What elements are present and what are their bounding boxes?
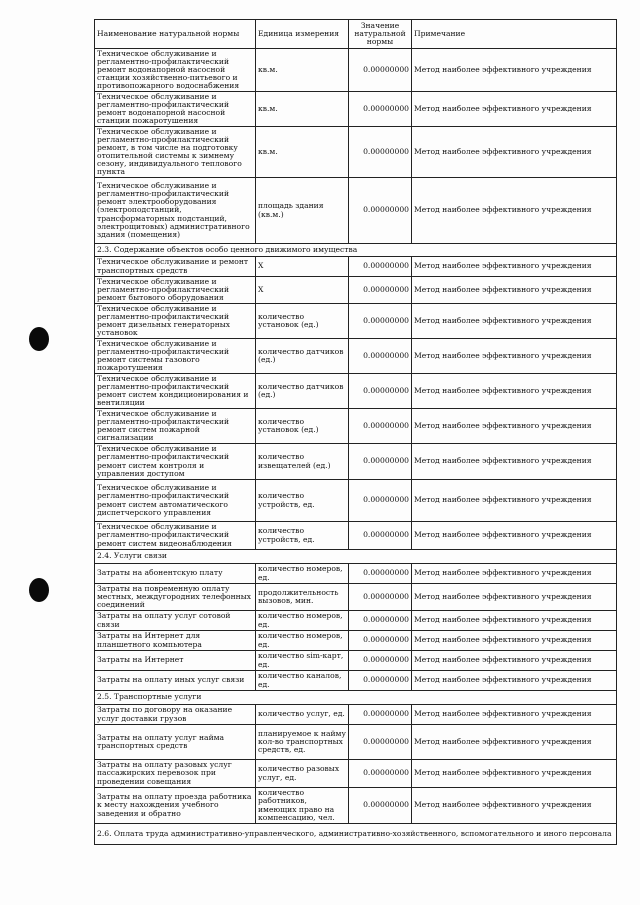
cell-value: 0.00000000 <box>349 584 412 611</box>
section-title: 2.5. Транспортные услуги <box>95 691 617 705</box>
cell-unit: количество устройств, ед. <box>256 522 349 550</box>
cell-value: 0.00000000 <box>349 725 412 760</box>
cell-unit: продолжительность вызовов, мин. <box>256 584 349 611</box>
cell-note: Метод наиболее эффективного учреждения <box>412 564 617 584</box>
cell-note: Метод наиболее эффективного учреждения <box>412 788 617 824</box>
cell-note: Метод наиболее эффективного учреждения <box>412 339 617 374</box>
cell-unit: количество устройств, ед. <box>256 480 349 522</box>
header-norm-name: Наименование натуральной нормы <box>95 20 256 49</box>
table-row <box>95 788 617 824</box>
cell-norm-name: Затраты на повременную оплату местных, междугородних телефонных соединений <box>95 584 256 611</box>
cell-norm-name: Затраты на Интернет для планшетного компьютера <box>95 631 256 651</box>
cell-unit: количество работников, имеющих право на компенсацию, чел. <box>256 788 349 824</box>
cell-note: Метод наиболее эффективного учреждения <box>412 651 617 671</box>
cell-value: 0.00000000 <box>349 277 412 304</box>
cell-note: Метод наиболее эффективного учреждения <box>412 631 617 651</box>
cell-value: 0.00000000 <box>349 257 412 277</box>
cell-unit: количество разовых услуг, ед. <box>256 760 349 788</box>
cell-norm-name: Техническое обслуживание и регламентно-профилактический ремонт систем автоматического диспетчерского управления <box>95 480 256 522</box>
cell-value: 0.00000000 <box>349 480 412 522</box>
cell-unit: X <box>256 257 349 277</box>
cell-unit: количество извещателей (ед.) <box>256 444 349 480</box>
cell-note: Метод наиболее эффективного учреждения <box>412 725 617 760</box>
cell-value: 0.00000000 <box>349 788 412 824</box>
table-row <box>95 409 617 444</box>
cell-norm-name: Техническое обслуживание и регламентно-профилактический ремонт, в том числе на подготовку отопительной системы к зимнему сезону, индивидуального теплового пункта <box>95 127 256 178</box>
cell-unit: кв.м. <box>256 49 349 92</box>
cell-norm-name: Техническое обслуживание и регламентно-профилактический ремонт бытового оборудования <box>95 277 256 304</box>
cell-value: 0.00000000 <box>349 374 412 409</box>
cell-value: 0.00000000 <box>349 671 412 691</box>
section-title: 2.6. Оплата труда административно-управленческого, административно-хозяйственного, вспомогательного и иного персонала <box>95 824 617 845</box>
cell-norm-name: Затраты по договору на оказание услуг доставки грузов <box>95 705 256 725</box>
cell-note: Метод наиболее эффективного учреждения <box>412 584 617 611</box>
table-row <box>95 480 617 522</box>
table-row <box>95 127 617 178</box>
cell-unit: количество sim-карт, ед. <box>256 651 349 671</box>
cell-note: Метод наиболее эффективного учреждения <box>412 374 617 409</box>
table-row <box>95 725 617 760</box>
table-row <box>95 705 617 725</box>
table-row <box>95 49 617 92</box>
cell-note: Метод наиболее эффективного учреждения <box>412 127 617 178</box>
table-body <box>95 49 617 845</box>
table-row <box>95 584 617 611</box>
cell-note: Метод наиболее эффективного учреждения <box>412 409 617 444</box>
cell-norm-name: Техническое обслуживание и регламентно-профилактический ремонт системы газового пожаротушения <box>95 339 256 374</box>
section-title: 2.3. Содержание объектов особо ценного движимого имущества <box>95 244 617 257</box>
cell-norm-name: Техническое обслуживание и регламентно-профилактический ремонт систем видеонаблюдения <box>95 522 256 550</box>
cell-note: Метод наиболее эффективного учреждения <box>412 304 617 339</box>
cell-norm-name: Затраты на оплату иных услуг связи <box>95 671 256 691</box>
table-row <box>95 522 617 550</box>
cell-unit: кв.м. <box>256 92 349 127</box>
cell-note: Метод наиболее эффективного учреждения <box>412 671 617 691</box>
cell-value: 0.00000000 <box>349 92 412 127</box>
cell-note: Метод наиболее эффективного учреждения <box>412 522 617 550</box>
table-header-row <box>95 20 617 49</box>
cell-unit: количество установок (ед.) <box>256 304 349 339</box>
table-row <box>95 178 617 244</box>
section-row <box>95 824 617 845</box>
section-row <box>95 244 617 257</box>
cell-note: Метод наиболее эффективного учреждения <box>412 705 617 725</box>
cell-unit: кв.м. <box>256 127 349 178</box>
cell-unit: планируемое к найму кол-во транспортных средств, ед. <box>256 725 349 760</box>
cell-unit: площадь здания (кв.м.) <box>256 178 349 244</box>
punch-hole-mark <box>29 578 49 602</box>
cell-value: 0.00000000 <box>349 339 412 374</box>
norms-table <box>94 19 617 845</box>
cell-norm-name: Затраты на оплату услуг найма транспортных средств <box>95 725 256 760</box>
cell-norm-name: Техническое обслуживание и регламентно-профилактический ремонт водонапорной насосной станции пожаротушения <box>95 92 256 127</box>
cell-norm-name: Техническое обслуживание и регламентно-профилактический ремонт систем контроля и управления доступом <box>95 444 256 480</box>
cell-norm-name: Техническое обслуживание и регламентно-профилактический ремонт водонапорной насосной станции хозяйственно-питьевого и противопожарного водоснабжения <box>95 49 256 92</box>
cell-value: 0.00000000 <box>349 304 412 339</box>
cell-value: 0.00000000 <box>349 444 412 480</box>
header-norm-value: Значение натуральной нормы <box>349 20 412 49</box>
section-row <box>95 550 617 564</box>
cell-value: 0.00000000 <box>349 127 412 178</box>
cell-norm-name: Затраты на оплату разовых услуг пассажирских перевозок при проведении совещания <box>95 760 256 788</box>
cell-value: 0.00000000 <box>349 564 412 584</box>
table-row <box>95 611 617 631</box>
section-title: 2.4. Услуги связи <box>95 550 617 564</box>
cell-note: Метод наиболее эффективного учреждения <box>412 277 617 304</box>
table-row <box>95 339 617 374</box>
punch-hole-mark <box>29 327 49 351</box>
cell-note: Метод наиболее эффективного учреждения <box>412 444 617 480</box>
table-row <box>95 651 617 671</box>
cell-norm-name: Техническое обслуживание и регламентно-профилактический ремонт систем пожарной сигнализации <box>95 409 256 444</box>
table-row <box>95 374 617 409</box>
cell-value: 0.00000000 <box>349 409 412 444</box>
cell-note: Метод наиболее эффективного учреждения <box>412 611 617 631</box>
table-row <box>95 671 617 691</box>
header-unit: Единица измерения <box>256 20 349 49</box>
cell-norm-name: Техническое обслуживание и регламентно-профилактический ремонт электрооборудования (электроподстанций, трансформаторных подстанций, электрощитовых) административного здания (помещения) <box>95 178 256 244</box>
cell-unit: X <box>256 277 349 304</box>
table-row <box>95 92 617 127</box>
table-row <box>95 631 617 651</box>
cell-value: 0.00000000 <box>349 760 412 788</box>
cell-unit: количество каналов, ед. <box>256 671 349 691</box>
cell-unit: количество установок (ед.) <box>256 409 349 444</box>
cell-note: Метод наиболее эффективного учреждения <box>412 178 617 244</box>
cell-note: Метод наиболее эффективного учреждения <box>412 92 617 127</box>
cell-norm-name: Затраты на абонентскую плату <box>95 564 256 584</box>
cell-value: 0.00000000 <box>349 522 412 550</box>
cell-unit: количество датчиков (ед.) <box>256 374 349 409</box>
cell-norm-name: Техническое обслуживание и регламентно-профилактический ремонт дизельных генераторных установок <box>95 304 256 339</box>
cell-unit: количество услуг, ед. <box>256 705 349 725</box>
cell-norm-name: Техническое обслуживание и ремонт транспортных средств <box>95 257 256 277</box>
cell-value: 0.00000000 <box>349 49 412 92</box>
section-row <box>95 691 617 705</box>
cell-unit: количество датчиков (ед.) <box>256 339 349 374</box>
cell-value: 0.00000000 <box>349 631 412 651</box>
table-row <box>95 760 617 788</box>
cell-norm-name: Затраты на оплату услуг сотовой связи <box>95 611 256 631</box>
cell-norm-name: Техническое обслуживание и регламентно-профилактический ремонт систем кондиционирования и вентиляции <box>95 374 256 409</box>
table-row <box>95 564 617 584</box>
cell-value: 0.00000000 <box>349 705 412 725</box>
cell-value: 0.00000000 <box>349 611 412 631</box>
cell-value: 0.00000000 <box>349 178 412 244</box>
cell-note: Метод наиболее эффективного учреждения <box>412 480 617 522</box>
cell-unit: количество номеров, ед. <box>256 631 349 651</box>
cell-note: Метод наиболее эффективного учреждения <box>412 257 617 277</box>
table-row <box>95 304 617 339</box>
table-row <box>95 257 617 277</box>
cell-unit: количество номеров, ед. <box>256 611 349 631</box>
cell-note: Метод наиболее эффективного учреждения <box>412 49 617 92</box>
cell-unit: количество номеров, ед. <box>256 564 349 584</box>
table-row <box>95 444 617 480</box>
cell-note: Метод наиболее эффективного учреждения <box>412 760 617 788</box>
cell-norm-name: Затраты на оплату проезда работника к месту нахождения учебного заведения и обратно <box>95 788 256 824</box>
cell-value: 0.00000000 <box>349 651 412 671</box>
cell-norm-name: Затраты на Интернет <box>95 651 256 671</box>
header-note: Примечание <box>412 20 617 49</box>
table-row <box>95 277 617 304</box>
